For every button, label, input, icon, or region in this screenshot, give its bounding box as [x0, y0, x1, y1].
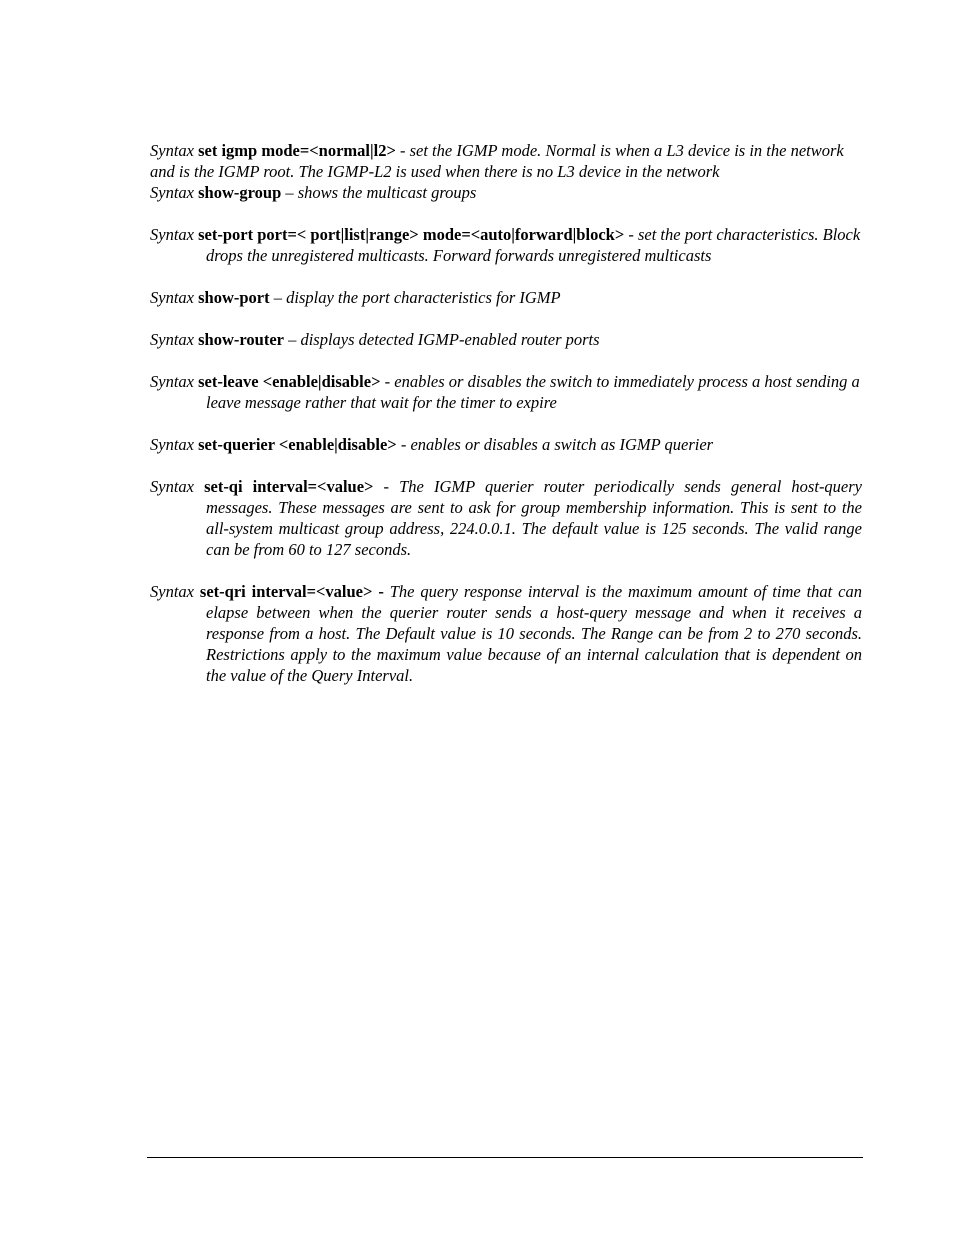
- command-description: – display the port characteristics for IGMP: [269, 288, 561, 307]
- command-name: set-qi interval=<value>: [204, 477, 374, 496]
- command-name: set-leave <enable|disable>: [198, 372, 381, 391]
- command-name: show-router: [198, 330, 284, 349]
- command-description: – displays detected IGMP-enabled router ports: [283, 330, 600, 349]
- entry-set-port: [150, 224, 862, 266]
- command-name: set igmp mode=<normal|l2>: [198, 141, 396, 160]
- entry-set-leave: [150, 371, 862, 413]
- syntax-keyword: Syntax: [150, 330, 194, 349]
- command-description: – shows the multicast groups: [281, 183, 477, 202]
- syntax-keyword: Syntax: [150, 477, 194, 496]
- entry-set-igmp-mode: [150, 140, 862, 182]
- command-name: set-port port=< port|list|range> mode=<auto|forward|block>: [198, 225, 625, 244]
- entry-set-querier: [150, 434, 862, 455]
- command-description: The query response interval is the maximum amount of time that can elapse between when the querier router sends a host-query message and when it receives a response from a host. The Default value is 10 seconds. The Range can be from 2 to 270 seconds. Restrictions apply to the maximum value because of an internal calculation that is dependent on the value of the Query Interval.: [206, 582, 863, 685]
- syntax-keyword: Syntax: [150, 372, 194, 391]
- entry-set-qri: [150, 581, 862, 686]
- command-name: show-group: [198, 183, 282, 202]
- command-name: set-querier <enable|disable>: [198, 435, 397, 454]
- footer-divider: [147, 1157, 863, 1158]
- syntax-keyword: Syntax: [150, 582, 194, 601]
- syntax-keyword: Syntax: [150, 288, 194, 307]
- entry-show-group: [150, 182, 862, 203]
- entry-set-qi: [150, 476, 862, 560]
- command-description: - The IGMP querier router periodically sends general host-query messages. These messages are sent to ask for group membership information. This is sent to the all-system multicast group address, 224.0.0.1. The default value is 125 seconds. The valid range can be from 60 to 127 seconds.: [206, 477, 863, 559]
- syntax-keyword: Syntax: [150, 141, 194, 160]
- command-description: - enables or disables a switch as IGMP querier: [396, 435, 714, 454]
- command-description: - enables or disables the switch to immediately process a host sending a leave message rather that wait for the timer to expire: [206, 372, 860, 412]
- syntax-keyword: Syntax: [150, 183, 194, 202]
- syntax-keyword: Syntax: [150, 435, 194, 454]
- entry-show-port: [150, 287, 862, 308]
- command-name: show-port: [198, 288, 270, 307]
- document-body: [150, 140, 862, 686]
- command-description: - set the port characteristics. Block drops the unregistered multicasts. Forward forwards unregistered multicasts: [206, 225, 861, 265]
- command-name: set-qri interval=<value> -: [199, 582, 384, 601]
- command-description: - set the IGMP mode. Normal is when a L3 device is in the network and is the IGMP root. The IGMP-L2 is used when there is no L3 device in the network: [150, 141, 844, 181]
- entry-show-router: [150, 329, 862, 350]
- syntax-keyword: Syntax: [150, 225, 194, 244]
